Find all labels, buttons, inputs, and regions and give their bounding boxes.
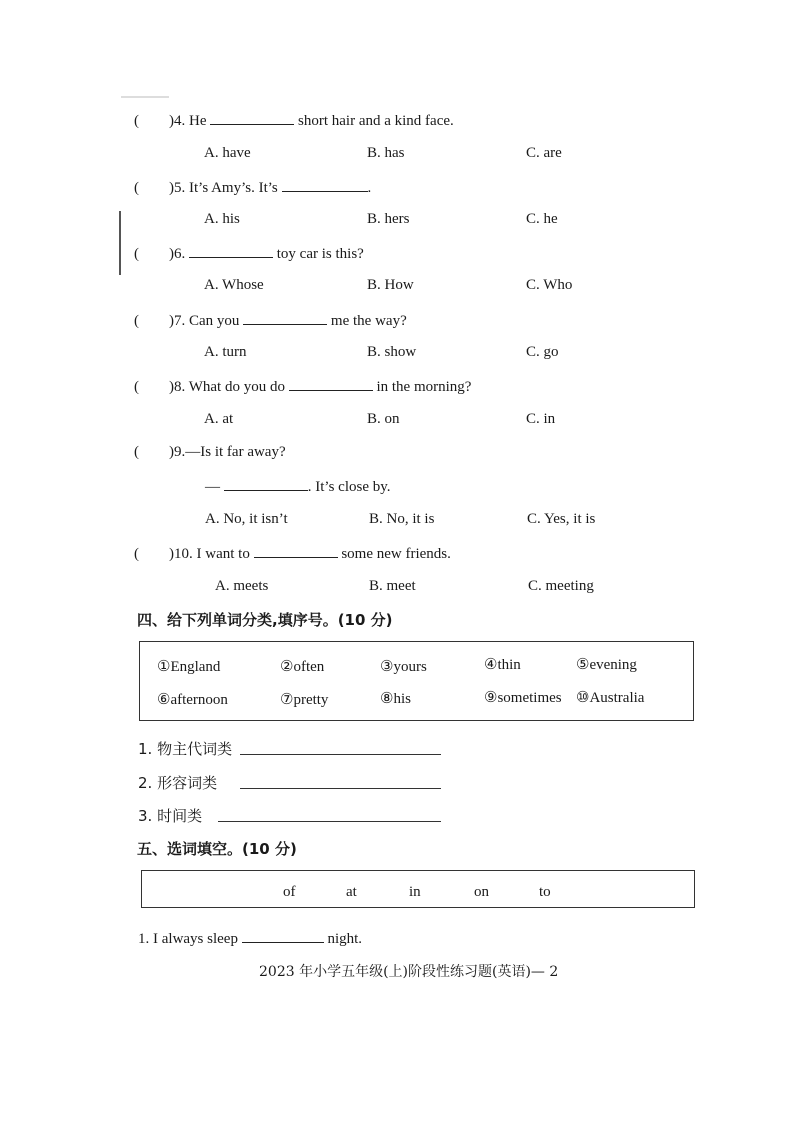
word-item: ③yours	[380, 659, 427, 675]
category-3-answer-line[interactable]	[218, 821, 441, 822]
category-1-label: 1. 物主代词类	[138, 740, 233, 758]
question-5: ( )5. It’s Amy’s. It’s .	[134, 177, 371, 197]
scan-mark	[121, 96, 169, 98]
answer-blank[interactable]	[289, 376, 373, 391]
answer-blank[interactable]	[282, 177, 368, 192]
section-5-question-1: 1. I always sleep night.	[138, 928, 362, 948]
word-item: ⑩Australia	[576, 690, 645, 706]
option-a[interactable]: A. Whose	[204, 277, 264, 293]
option-a[interactable]: A. have	[204, 145, 251, 161]
word-item: ⑧his	[380, 691, 411, 707]
option-c[interactable]: C. Who	[526, 277, 573, 293]
word-item: ⑥afternoon	[157, 692, 228, 708]
option-c[interactable]: C. meeting	[528, 578, 594, 594]
word-choice: of	[283, 884, 296, 900]
category-2-label: 2. 形容词类	[138, 774, 218, 792]
option-c[interactable]: C. go	[526, 344, 559, 360]
word-item: ④thin	[484, 657, 521, 673]
category-1-answer-line[interactable]	[240, 754, 441, 755]
word-choice: on	[474, 884, 489, 900]
option-c[interactable]: C. Yes, it is	[527, 511, 596, 527]
word-item: ⑨sometimes	[484, 690, 562, 706]
question-8: ( )8. What do you do in the morning?	[134, 376, 471, 396]
option-b[interactable]: B. How	[367, 277, 414, 293]
word-choice: in	[409, 884, 421, 900]
option-b[interactable]: B. has	[367, 145, 405, 161]
section-5-heading: 五、选词填空。(10 分)	[137, 840, 297, 858]
option-b[interactable]: B. hers	[367, 211, 410, 227]
word-item: ⑤evening	[576, 657, 637, 673]
option-c[interactable]: C. he	[526, 211, 558, 227]
word-choice: at	[346, 884, 357, 900]
answer-blank[interactable]	[254, 543, 338, 558]
option-b[interactable]: B. show	[367, 344, 417, 360]
word-bank-box	[139, 641, 694, 721]
word-item: ①England	[157, 659, 221, 675]
option-b[interactable]: B. meet	[369, 578, 416, 594]
scan-mark	[119, 211, 121, 275]
question-6: ( )6. toy car is this?	[134, 243, 364, 263]
question-9-reply: — . It’s close by.	[205, 476, 391, 496]
question-10: ( )10. I want to some new friends.	[134, 543, 451, 563]
question-7: ( )7. Can you me the way?	[134, 310, 407, 330]
word-choice-box	[141, 870, 695, 908]
answer-blank[interactable]	[189, 243, 273, 258]
question-4: ( )4. He short hair and a kind face.	[134, 110, 454, 130]
question-9: ( )9.—Is it far away?	[134, 444, 286, 460]
answer-blank[interactable]	[243, 310, 327, 325]
word-item: ⑦pretty	[280, 692, 329, 708]
word-choice: to	[539, 884, 551, 900]
option-a[interactable]: A. his	[204, 211, 240, 227]
option-a[interactable]: A. No, it isn’t	[205, 511, 288, 527]
option-b[interactable]: B. on	[367, 411, 400, 427]
answer-blank[interactable]	[224, 476, 308, 491]
section-4-heading: 四、给下列单词分类,填序号。(10 分)	[137, 611, 393, 629]
option-b[interactable]: B. No, it is	[369, 511, 435, 527]
option-c[interactable]: C. in	[526, 411, 556, 427]
option-c[interactable]: C. are	[526, 145, 562, 161]
option-a[interactable]: A. meets	[215, 578, 269, 594]
answer-blank[interactable]	[242, 928, 324, 943]
category-3-label: 3. 时间类	[138, 807, 203, 825]
option-a[interactable]: A. turn	[204, 344, 247, 360]
word-item: ②often	[280, 659, 325, 675]
page-footer: 2023 年小学五年级(上)阶段性练习题(英语)— 2	[259, 964, 559, 980]
category-2-answer-line[interactable]	[240, 788, 441, 789]
answer-blank[interactable]	[210, 110, 294, 125]
option-a[interactable]: A. at	[204, 411, 234, 427]
